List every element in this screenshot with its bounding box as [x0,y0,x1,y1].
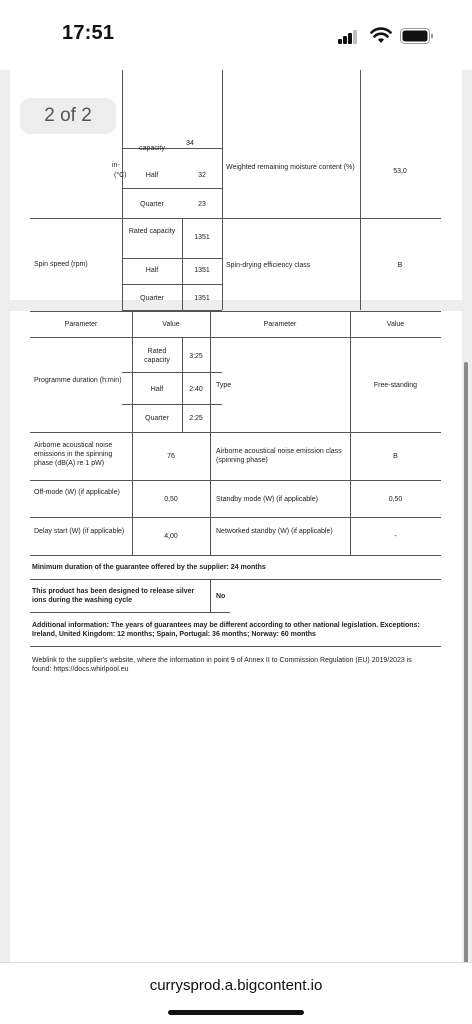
temp-quarter-label: Quarter [140,201,164,208]
battery-icon [400,28,434,44]
scrollbar-thumb[interactable] [464,362,468,962]
pdf-page-2 [10,311,462,962]
programme-rated-value: 3:25 [189,353,203,360]
status-time: 17:51 [62,22,115,44]
url-text[interactable]: currysprod.a.bigcontent.io [149,977,323,994]
home-indicator[interactable] [168,1010,304,1015]
spin-class-value: B [397,262,403,269]
cut-capacity-label: capacity [139,145,165,152]
networked-standby-label: Networked standby (W) (if applicable) [216,528,333,535]
spin-class-label: Spin-drying efficiency class [226,262,311,269]
guarantee-text: Minimum duration of the guarantee offered by the supplier: 24 months [32,564,266,571]
temp-half-value: 32 [198,172,206,179]
cut-top-value: 34 [186,140,194,147]
programme-quarter-value: 2:25 [189,415,203,422]
temp-half-label: Half [145,172,159,179]
header-parameter-2: Parameter [263,321,297,328]
networked-standby-value: - [394,533,397,540]
page-indicator: 2 of 2 [20,98,116,134]
noise-emission-value: 76 [167,453,175,460]
cut-parameter-label: in- [112,162,120,169]
temp-quarter-value: 23 [198,201,206,208]
status-bar [0,0,472,70]
cut-parameter-unit: (°C) [114,172,127,179]
off-mode-value: 0,50 [164,496,178,503]
spin-quarter-value: 1351 [194,295,210,302]
header-value-2: Value [386,321,405,328]
supplier-weblink[interactable]: Weblink to the supplier's website, where the information in point 9 of Annex II to Commission Regulation (EU) 2019/2023 is found: https://docs.whirlpool.eu [32,657,412,673]
delay-start-label: Delay start (W) (if applicable) [34,528,125,535]
spin-half-value: 1351 [194,267,210,274]
noise-class-value: B [393,453,398,460]
header-parameter-1: Parameter [64,321,98,328]
programme-quarter-label: Quarter [145,415,169,422]
spin-rated-value: 1351 [194,234,210,241]
document-viewer[interactable] [0,70,472,962]
standby-label: Standby mode (W) (if applicable) [216,496,318,503]
noise-emission-label: Airborne acoustical noise emissions in the spinning phase (dB(A) re 1 pW) [34,442,113,467]
programme-duration-label: Programme duration (h:min) [34,377,122,384]
header-value-1: Value [162,321,180,328]
cellular-signal-icon [338,30,358,44]
wifi-icon [370,26,392,44]
browser-url-bar[interactable] [0,962,472,1024]
additional-information: Additional information: The years of guarantees may be different according to other national legislation. Exceptions: Ireland, United Kingdom: 12 months; Spain, Portugal: 36 months; Norway: 60 months [32,622,420,638]
programme-half-label: Half [150,386,164,393]
spin-speed-label: Spin speed (rpm) [34,261,88,268]
noise-class-label: Airborne acoustical noise emission class (spinning phase) [216,448,342,464]
programme-rated-label: Rated capacity [144,348,170,364]
moisture-label: Weighted remaining moisture content (%) [226,164,355,171]
off-mode-label: Off-mode (W) (if applicable) [34,489,120,496]
spin-half-label: Half [145,267,159,274]
spin-rated-label: Rated capacity [128,228,176,235]
delay-start-value: 4,00 [164,533,178,540]
silver-ions-label: This product has been designed to release silver ions during the washing cycle [32,588,195,604]
type-label: Type [216,382,232,389]
moisture-value: 53,0 [393,168,407,175]
type-value: Free-standing [373,382,418,389]
spin-quarter-label: Quarter [140,295,164,302]
standby-value: 0,50 [388,496,403,503]
silver-ions-value: No [216,593,226,600]
programme-half-value: 2:40 [189,386,203,393]
